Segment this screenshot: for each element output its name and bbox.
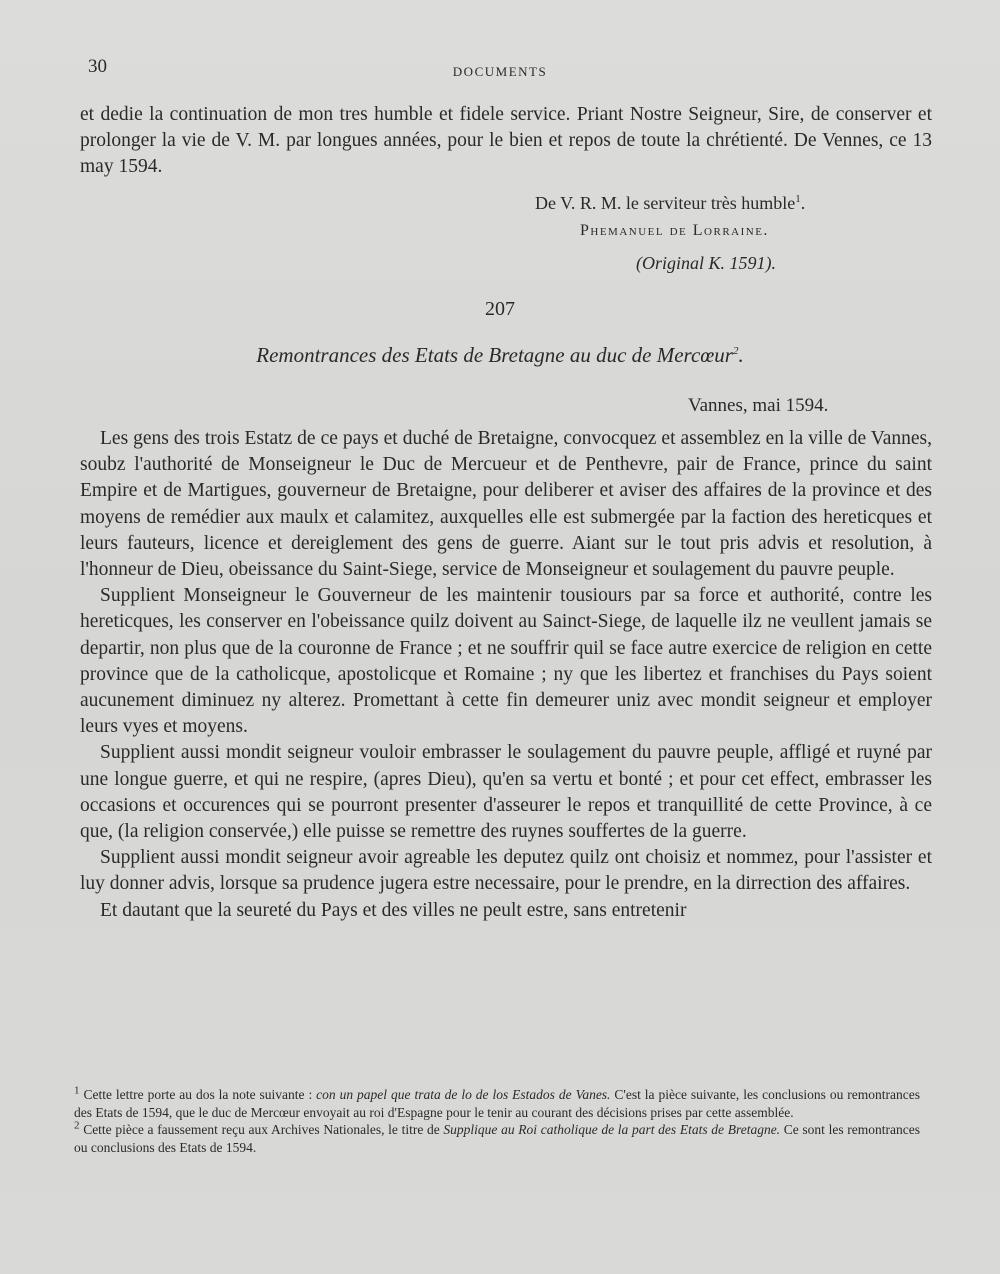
footnote-2 bbox=[74, 1121, 920, 1156]
body-paragraph: Supplient Monseigneur le Gouverneur de les maintenir tousiours par sa force et authorité, contre les hereticques, les conserver en l'obeissance quilz doivent au Sainct-Siege, de laquelle ilz ne veullent jamais se departir, non plus que de la couronne de France ; et ne souffrir quil se face autre exercice de religion en cette province que de la catholicque, apostolicque et Romaine ; ny que les libertez et franchises du Pays soient aucunement diminuez ny alterez. Promettant à cette fin demeurer uniz avec mondit seigneur et employer leurs vyes et moyens. bbox=[80, 585, 932, 738]
footnote-text: Cette pièce a faussement reçu aux Archives Nationales, le titre de bbox=[83, 1122, 444, 1137]
dateline: Vannes, mai 1594. bbox=[688, 395, 829, 416]
body-paragraph: Supplient aussi mondit seigneur vouloir embrasser le soulagement du pauvre peuple, affligé et ruyné par une longue guerre, et qui ne respire, (apres Dieu), qu'en sa vertu et bonté ; et pour cet effect, embrasser les occasions et occurences qui se pourront presenter d'asseurer le repos et tranquillité de cette Province, à ce que, (la religion conservée,) elle puisse se remettre des ruynes souffertes de la guerre. bbox=[80, 742, 932, 843]
running-title: DOCUMENTS bbox=[452, 64, 548, 79]
footnote-ref-1: 1 bbox=[795, 193, 801, 205]
footnote-mark: 2 bbox=[74, 1119, 80, 1132]
page-number: 30 bbox=[88, 56, 107, 77]
body-paragraph: Supplient aussi mondit seigneur avoir agreable les deputez quilz ont choisiz et nommez, pour l'assister et luy donner advis, lorsque sa prudence jugera estre necessaire, pour le prendre, en la dirrection des affaires. bbox=[80, 847, 932, 895]
letter-closing: De V. R. M. le serviteur très humble$^1$. bbox=[535, 193, 806, 213]
footnote-ref-2: 2 bbox=[732, 345, 739, 357]
title-text: Remontrances des Etats de Bretagne au duc de Mercœur bbox=[256, 343, 733, 367]
footnote-italic: con un papel que trata de lo de los Estados de Vanes. bbox=[316, 1087, 611, 1102]
footnotes bbox=[74, 1086, 920, 1156]
footnote-1 bbox=[74, 1086, 920, 1121]
footnote-text: Ce sont les remontrances ou conclusions des Etats de 1594. bbox=[74, 1122, 920, 1155]
footnote-text: C'est la pièce suivante, les conclusions ou remontrances des Etats de 1594, que le duc de Mercœur envoyait au roi d'Espagne pour le tenir au courant des décisions prises par cette assemblée. bbox=[74, 1087, 920, 1120]
footnote-text: Cette lettre porte au dos la note suivante : bbox=[83, 1087, 317, 1102]
letter-ending bbox=[80, 102, 932, 181]
letter-paragraph: et dedie la continuation de mon tres humble et fidele service. Priant Nostre Seigneur, Sire, de conserver et prolonger la vie de V. M. par longues années, pour le bien et repos de toute la chrétienté. De Vennes, ce 13 may 1594. bbox=[80, 104, 932, 178]
footnote-mark: 1 bbox=[74, 1084, 80, 1097]
document-title: Remontrances des Etats de Bretagne au duc de Mercœur$^2$. bbox=[256, 343, 744, 367]
body-paragraph: Et dautant que la seureté du Pays et des villes ne peult estre, sans entretenir bbox=[100, 899, 687, 921]
closing-text: De V. R. M. le serviteur très humble bbox=[535, 193, 796, 213]
letter-signature: Phemanuel de Lorraine. bbox=[580, 222, 769, 239]
body-paragraph: Les gens des trois Estatz de ce pays et duché de Bretaigne, convocquez et assemblez en la ville de Vannes, soubz l'authorité de Monseigneur le Duc de Mercueur et de Penthevre, pair de France, prince du saint Empire et de Martigues, gouverneur de Bretaigne, pour deliberer et aviser des affaires de la province et des moyens de remédier aux maulx et calamitez, auxquelles elle est submergée par la faction des hereticques et leurs fauteurs, licence et dereiglement des gens de guerre. Aiant sur le tout pris advis et resolution, à l'honneur de Dieu, obeissance du Saint-Siege, service de Monseigneur et soulagement du pauvre peuple. bbox=[80, 428, 932, 581]
document-body bbox=[80, 426, 932, 924]
document-number: 207 bbox=[485, 298, 515, 320]
footnote-italic: Supplique au Roi catholique de la part des Etats de Bretagne. bbox=[443, 1122, 781, 1137]
letter-source: (Original K. 1591). bbox=[636, 253, 777, 273]
